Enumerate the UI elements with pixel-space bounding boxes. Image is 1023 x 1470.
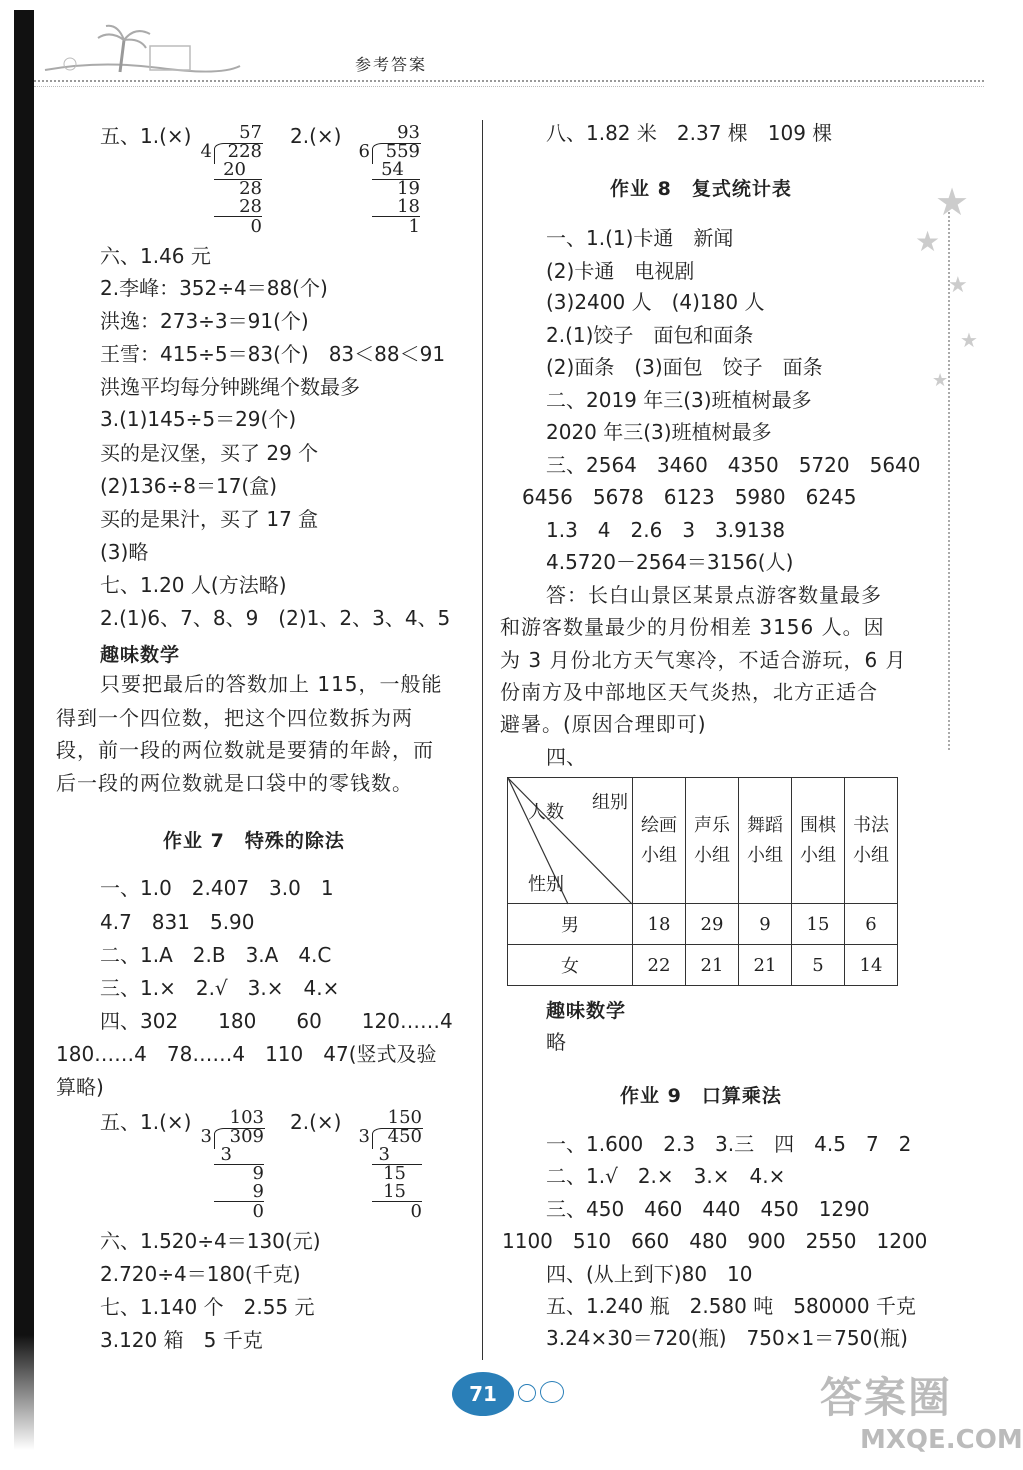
answer-line: 六、1.520÷4＝130(元): [100, 1229, 321, 1253]
answer-line: 1100 510 660 480 900 2550 1200: [502, 1229, 928, 1253]
star-icon: ★: [915, 225, 941, 258]
corner-label-top: 组别: [592, 792, 628, 813]
answer-line: 2.(×): [290, 1110, 342, 1134]
answer-line: 一、1.600 2.3 3.三 四 4.5 7 2: [546, 1132, 912, 1156]
answer-line: 一、1.(1)卡通 新闻: [546, 226, 734, 250]
corner-label-bot: 性别: [528, 874, 564, 895]
answer-line: 2.720÷4＝180(千克): [100, 1262, 301, 1286]
paragraph-line: 避暑。(原因合理即可): [500, 712, 707, 736]
answer-line: 一、1.0 2.407 3.0 1: [100, 876, 334, 900]
answer-line: 二、2019 年三(3)班植树最多: [546, 388, 812, 412]
star-icon: ★: [960, 328, 978, 352]
header-text: 围棋: [800, 814, 836, 836]
table-cell: 18: [633, 904, 686, 945]
answer-line: 七、1.140 个 2.55 元: [100, 1295, 315, 1319]
long-division-2: [356, 122, 426, 237]
step: 28: [239, 196, 262, 217]
star-icon: ★: [935, 180, 970, 224]
header-divider-secondary: [34, 86, 984, 87]
page-header-title: 参考答案: [355, 55, 428, 74]
long-division-1: [198, 122, 268, 237]
answer-line: 2.(1)6、7、8、9 (2)1、2、3、4、5: [100, 606, 451, 630]
answer-line: (2)136÷8＝17(盒): [100, 474, 278, 498]
table-cell: 22: [633, 945, 686, 986]
table-cell: 14: [845, 945, 898, 986]
dividend: 228: [227, 141, 262, 162]
header-divider: [34, 80, 984, 82]
dividend: 309: [229, 1126, 264, 1147]
row-label: 女: [508, 945, 633, 986]
answer-line: 七、1.20 人(方法略): [100, 573, 287, 597]
answer-line: 2.(1)饺子 面包和面条: [546, 323, 754, 347]
quotient: 57: [239, 122, 262, 143]
answer-line: 1.3 4 2.6 3 3.9138: [546, 518, 786, 542]
answer-line: (2)面条 (3)面包 饺子 面条: [546, 355, 823, 379]
star-icon: ★: [932, 370, 949, 391]
step: 3: [220, 1144, 232, 1165]
answer-line: (3)2400 人 (4)180 人: [546, 290, 765, 314]
header-text: 小组: [800, 844, 836, 866]
decor-circle-icon: [540, 1381, 564, 1403]
answer-line: 二、1.√ 2.× 3.× 4.×: [546, 1164, 786, 1188]
table-cell: 29: [686, 904, 739, 945]
star-icon: ★: [948, 273, 968, 298]
statistics-table: [507, 777, 898, 986]
answer-line: 六、1.46 元: [100, 244, 211, 268]
long-division-3: [198, 1107, 268, 1222]
table-row: [508, 904, 898, 945]
step: 15: [383, 1181, 406, 1202]
paragraph-line: 答：长白山景区某景点游客数量最多: [546, 583, 882, 607]
answer-line: 五、1.(×): [100, 124, 192, 148]
table-cell: 21: [686, 945, 739, 986]
answer-line: 2.李峰：352÷4＝88(个): [100, 276, 328, 300]
step: 3: [378, 1144, 390, 1165]
step: 9: [252, 1181, 264, 1202]
answer-line: 洪逸平均每分钟跳绳个数最多: [100, 375, 360, 399]
header-text: 声乐: [694, 814, 730, 836]
divisor: 6: [358, 141, 370, 162]
paragraph-line: 和游客数量最少的月份相差 3156 人。因: [500, 615, 885, 639]
step: 54: [381, 159, 404, 180]
table-cell: 6: [845, 904, 898, 945]
section-heading: 趣味数学: [100, 644, 181, 666]
palm-tree-logo-icon: [40, 20, 240, 78]
remainder: 0: [250, 216, 262, 237]
answer-line: (2)卡通 电视剧: [546, 259, 695, 283]
watermark-logo: 答案圈: [820, 1373, 953, 1422]
answer-line: 洪逸：273÷3＝91(个): [100, 309, 309, 333]
table-row: [508, 945, 898, 986]
homework-title: 作业 7 特殊的除法: [163, 830, 345, 852]
divisor: 3: [200, 1126, 212, 1147]
homework-title: 作业 8 复式统计表: [610, 178, 792, 200]
answer-line: 3.24×30＝720(瓶) 750×1＝750(瓶): [546, 1326, 908, 1350]
paragraph-line: 只要把最后的答数加上 115，一般能: [100, 672, 443, 696]
answer-line: 三、450 460 440 450 1290: [546, 1197, 870, 1221]
step: 28: [239, 178, 262, 199]
answer-line: 四、(从上到下)80 10: [546, 1262, 753, 1286]
answer-line: (3)略: [100, 540, 149, 564]
paragraph-line: 段，前一段的两位数就是要猜的年龄，而: [56, 738, 434, 762]
answer-line: 2.(×): [290, 124, 342, 148]
table-cell: 5: [792, 945, 845, 986]
header-text: 小组: [694, 844, 730, 866]
dividend: 450: [387, 1126, 422, 1147]
step: 18: [397, 196, 420, 217]
quotient: 150: [387, 1107, 422, 1128]
answer-line: 买的是汉堡，买了 29 个: [100, 441, 319, 465]
table-header-cell: [686, 778, 739, 904]
answer-line: 6456 5678 6123 5980 6245: [522, 485, 857, 509]
quotient: 103: [229, 1107, 264, 1128]
answer-line: 4.5720－2564＝3156(人): [546, 550, 794, 574]
answer-line: 五、1.(×): [100, 1110, 192, 1134]
answer-line: 四、302 180 60 120……4: [100, 1009, 453, 1033]
quotient: 93: [397, 122, 420, 143]
column-divider: [482, 120, 483, 1360]
header-text: 书法: [853, 814, 889, 836]
table-header-cell: [633, 778, 686, 904]
paragraph-line: 份南方及中部地区天气炎热，北方正适合: [500, 680, 878, 704]
answer-line: 2020 年三(3)班植树最多: [546, 420, 772, 444]
remainder: 0: [252, 1201, 264, 1222]
header-text: 小组: [853, 844, 889, 866]
answer-line: 算略): [56, 1075, 104, 1099]
header-text: 舞蹈: [747, 814, 783, 836]
watermark-url: MXQE.COM: [860, 1425, 1023, 1455]
step: 9: [252, 1163, 264, 1184]
divisor: 3: [358, 1126, 370, 1147]
step: 20: [223, 159, 246, 180]
answer-line: 180……4 78……4 110 47(竖式及验: [56, 1042, 437, 1066]
header-text: 小组: [747, 844, 783, 866]
section-heading: 趣味数学: [546, 1000, 627, 1022]
remainder: 1: [408, 216, 420, 237]
answer-line: 4.7 831 5.90: [100, 910, 255, 934]
answer-line: 买的是果汁，买了 17 盒: [100, 507, 319, 531]
step: 15: [383, 1163, 406, 1184]
paragraph-line: 为 3 月份北方天气寒冷，不适合游玩，6 月: [500, 648, 907, 672]
answer-line: 二、1.A 2.B 3.A 4.C: [100, 943, 332, 967]
page-number: 71: [452, 1372, 514, 1416]
answer-line: 四、: [546, 745, 586, 769]
table-header-cell: [845, 778, 898, 904]
answer-line: 王雪：415÷5＝83(个) 83＜88＜91: [100, 342, 446, 366]
dividend: 559: [385, 141, 420, 162]
left-edge-bar: [14, 10, 34, 1450]
corner-label-mid: 人数: [528, 802, 564, 823]
decor-circle-icon: [518, 1384, 536, 1402]
answer-line: 八、1.82 米 2.37 棵 109 棵: [546, 121, 833, 145]
table-cell: 21: [739, 945, 792, 986]
divisor: 4: [200, 141, 212, 162]
answer-line: 略: [546, 1030, 566, 1054]
remainder: 0: [410, 1201, 422, 1222]
paragraph-line: 得到一个四位数，把这个四位数拆为两: [56, 706, 413, 730]
table-cell: 9: [739, 904, 792, 945]
answer-line: 五、1.240 瓶 2.580 吨 580000 千克: [546, 1294, 916, 1318]
table-header-cell: [739, 778, 792, 904]
table-cell: 15: [792, 904, 845, 945]
table-corner-cell: [508, 778, 633, 904]
answer-line: 3.120 箱 5 千克: [100, 1328, 263, 1352]
row-label: 男: [508, 904, 633, 945]
paragraph-line: 后一段的两位数就是口袋中的零钱数。: [56, 771, 413, 795]
answer-line: 3.(1)145÷5＝29(个): [100, 407, 297, 431]
header-text: 小组: [641, 844, 677, 866]
table-header-cell: [792, 778, 845, 904]
step: 19: [397, 178, 420, 199]
homework-title: 作业 9 口算乘法: [620, 1085, 782, 1107]
answer-line: 三、1.× 2.√ 3.× 4.×: [100, 976, 340, 1000]
header-text: 绘画: [641, 814, 677, 836]
long-division-4: [356, 1107, 426, 1222]
answer-line: 三、2564 3460 4350 5720 5640: [546, 453, 921, 477]
